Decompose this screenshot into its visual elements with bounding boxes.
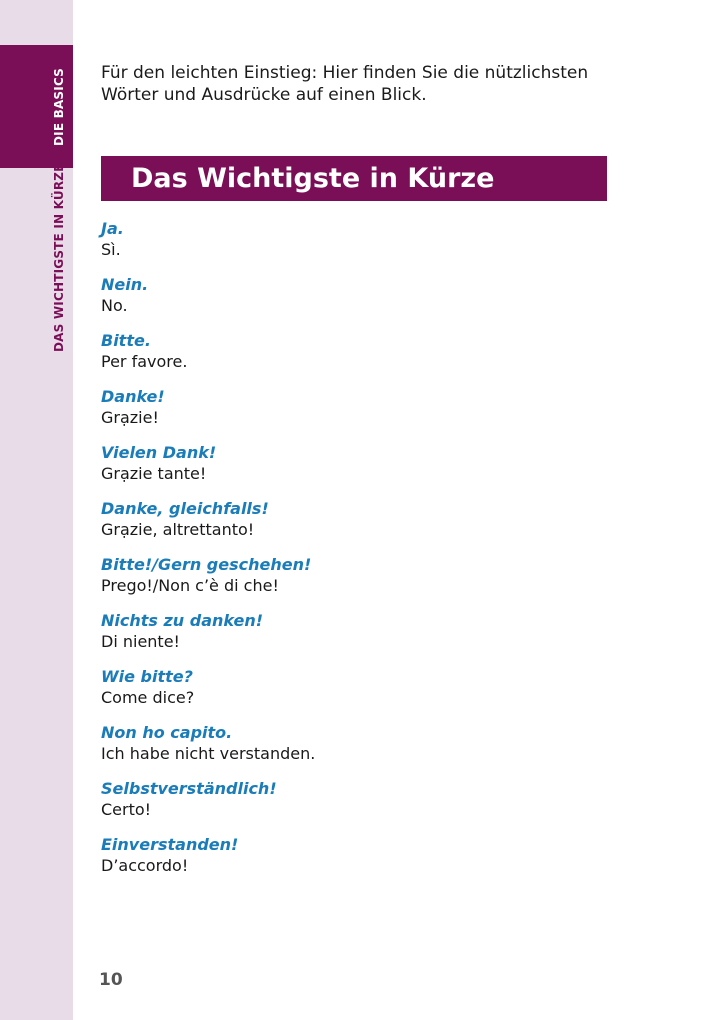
phrase-italian: Di niente! bbox=[101, 632, 180, 651]
phrase-item bbox=[101, 274, 661, 330]
phrase-german: Einverstanden! bbox=[101, 835, 239, 854]
phrase-italian: Ich habe nicht verstanden. bbox=[101, 744, 316, 763]
phrase-item bbox=[101, 386, 661, 442]
phrase-italian: Prego!/Non c’è di che! bbox=[101, 576, 279, 595]
section-heading: Das Wichtigste in Kürze bbox=[101, 156, 607, 201]
phrase-item bbox=[101, 554, 661, 610]
phrase-german: Selbstverständlich! bbox=[101, 779, 277, 798]
phrase-italian: Grạzie, altrettanto! bbox=[101, 520, 255, 539]
phrase-german: Vielen Dank! bbox=[101, 443, 217, 462]
phrase-item bbox=[101, 610, 661, 666]
phrase-german: Ja. bbox=[101, 219, 124, 238]
intro-text: Für den leichten Einstieg: Hier finden Sie die nützlichsten Wörter und Ausdrücke auf einen Blick. bbox=[101, 63, 589, 105]
phrase-italian: Grạzie tante! bbox=[101, 464, 207, 483]
phrase-german: Danke, gleichfalls! bbox=[101, 499, 269, 518]
phrase-list bbox=[101, 218, 661, 890]
phrase-item bbox=[101, 218, 661, 274]
phrase-italian: Per favore. bbox=[101, 352, 188, 371]
phrase-german: Wie bitte? bbox=[101, 667, 193, 686]
phrase-italian: D’accordo! bbox=[101, 856, 189, 875]
phrase-italian: No. bbox=[101, 296, 128, 315]
phrase-item bbox=[101, 330, 661, 386]
phrase-german: Nichts zu danken! bbox=[101, 611, 264, 630]
phrase-italian: Grạzie! bbox=[101, 408, 159, 427]
phrase-german: Non ho capito. bbox=[101, 723, 233, 742]
phrase-item bbox=[101, 498, 661, 554]
phrase-italian: Come dice? bbox=[101, 688, 195, 707]
phrase-item bbox=[101, 666, 661, 722]
phrase-item bbox=[101, 778, 661, 834]
phrase-item bbox=[101, 834, 661, 890]
phrase-german: Danke! bbox=[101, 387, 165, 406]
phrase-german: Nein. bbox=[101, 275, 149, 294]
phrase-italian: Sì. bbox=[101, 240, 121, 259]
phrase-german: Bitte. bbox=[101, 331, 151, 350]
phrase-item bbox=[101, 442, 661, 498]
page-number: 10 bbox=[99, 970, 123, 990]
phrase-item bbox=[101, 722, 661, 778]
phrase-german: Bitte!/Gern geschehen! bbox=[101, 555, 312, 574]
tab-die-basics-label: DIE BASICS bbox=[52, 67, 66, 146]
tab-das-wichtigste-label[interactable]: DAS WICHTIGSTE IN KÜRZE bbox=[52, 163, 66, 352]
phrase-italian: Certo! bbox=[101, 800, 152, 819]
